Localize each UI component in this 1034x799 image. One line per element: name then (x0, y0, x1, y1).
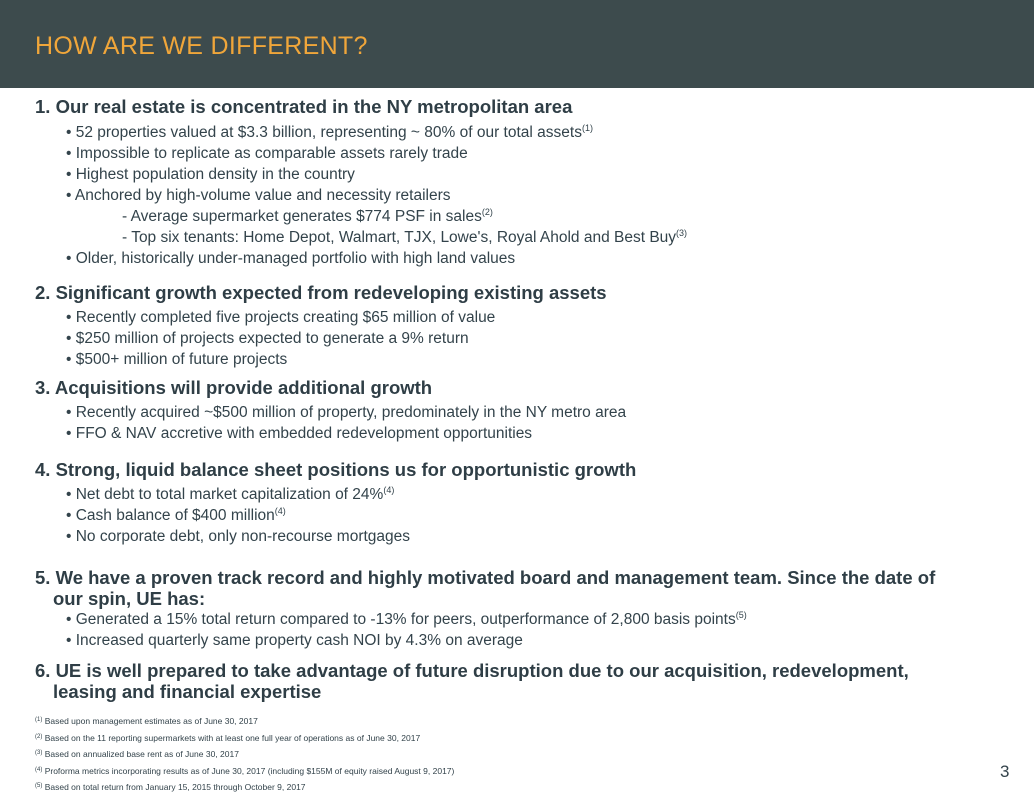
section-3-heading: 3. Acquisitions will provide additional growth (35, 377, 433, 398)
footnote: $^{(1)}$ Based upon management estimates as of June 30, 2017 (35, 716, 258, 726)
footnote-marker: (1) (581, 123, 593, 133)
bullet-item: • Cash balance of $400 million$^{(4)}$ (66, 506, 286, 524)
footnote-marker: (2) (481, 207, 493, 217)
bullet-item: • Anchored by high-volume value and necessity retailers (66, 187, 451, 204)
page-number: 3 (1000, 762, 1010, 781)
bullet-item: • Increased quarterly same property cash NOI by 4.3% on average (66, 632, 523, 649)
bullet-item: • Impossible to replicate as comparable assets rarely trade (66, 145, 468, 162)
footnote: $^{(3)}$ Based on annualized base rent as of June 30, 2017 (35, 749, 239, 759)
bullet-item: • Net debt to total market capitalization of 24%$^{(4)}$ (66, 485, 395, 503)
footnote: $^{(4)}$ Proforma metrics incorporating results as of June 30, 2017 (including $155M of equity raised August 9, 2017) (35, 766, 455, 776)
sub-bullet-item: - Top six tenants: Home Depot, Walmart, TJX, Lowe's, Royal Ahold and Best Buy$^{(3)}$ (122, 228, 688, 246)
bullet-item: • 52 properties valued at $3.3 billion, representing ~ 80% of our total assets$^{(1)}$ (66, 123, 593, 141)
bullet-item: • Highest population density in the country (66, 166, 355, 183)
footnote-marker: (4) (383, 485, 395, 495)
bullet-item: • Recently completed five projects creating $65 million of value (66, 309, 496, 326)
section-5-heading: 5. We have a proven track record and highly motivated board and management team. Since the date of our spin, UE has: (35, 567, 936, 609)
bullet-item: • Recently acquired ~$500 million of property, predominately in the NY metro area (66, 404, 627, 421)
section-6-heading: 6. UE is well prepared to take advantage of future disruption due to our acquisition, redevelopment, leasing and financial expertise (35, 660, 909, 702)
footnote: $^{(5)}$ Based on total return from January 15, 2015 through October 9, 2017 (35, 782, 306, 792)
section-4-heading: 4. Strong, liquid balance sheet positions us for opportunistic growth (35, 459, 637, 480)
bullet-item: • $250 million of projects expected to generate a 9% return (66, 330, 469, 347)
bullet-item: • $500+ million of future projects (66, 351, 288, 368)
title-banner (0, 0, 1034, 88)
page-title: HOW ARE WE DIFFERENT? (35, 32, 368, 60)
footnote: $^{(2)}$ Based on the 11 reporting supermarkets with at least one full year of operations as of June 30, 2017 (35, 733, 421, 743)
bullet-item: • Older, historically under-managed portfolio with high land values (66, 250, 516, 267)
bullet-item: • No corporate debt, only non-recourse mortgages (66, 528, 411, 545)
footnote-marker: (5) (735, 610, 747, 620)
bullet-item: • Generated a 15% total return compared to -13% for peers, outperformance of 2,800 basis points$^{(5)}$ (66, 610, 747, 628)
footnote-marker: (3) (676, 228, 688, 238)
section-2-heading: 2. Significant growth expected from redeveloping existing assets (35, 282, 607, 303)
footnote-marker: (4) (274, 506, 286, 516)
sub-bullet-item: - Average supermarket generates $774 PSF in sales$^{(2)}$ (122, 207, 493, 225)
section-1-heading: 1. Our real estate is concentrated in the NY metropolitan area (35, 96, 573, 117)
bullet-item: • FFO & NAV accretive with embedded redevelopment opportunities (66, 425, 533, 442)
